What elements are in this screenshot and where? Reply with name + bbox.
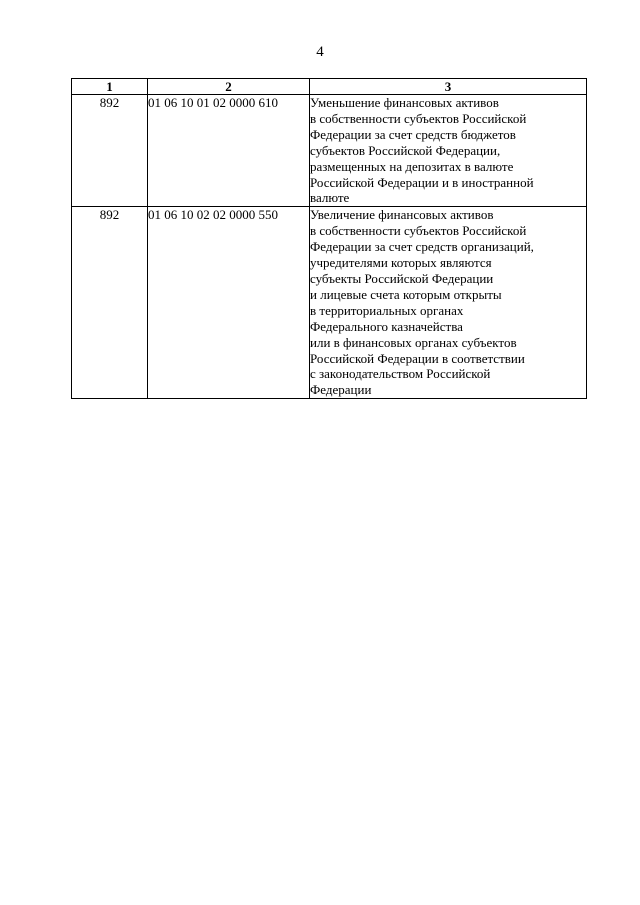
column-header-2: 2 <box>148 79 310 95</box>
description-line: Увеличение финансовых активов <box>310 207 494 223</box>
description-line: с законодательством Российской <box>310 366 491 382</box>
table-body <box>72 95 587 399</box>
description-line: Федерального казначейства <box>310 318 463 334</box>
description-line: Российской Федерации и в иностранной <box>310 174 534 190</box>
description-cell <box>310 207 587 399</box>
description-line: в собственности субъектов Российской <box>310 110 527 126</box>
classification-code-cell: 01 06 10 02 02 0000 550 <box>148 207 310 399</box>
admin-code-cell: 892 <box>72 95 148 207</box>
table-row <box>72 207 587 399</box>
description-cell <box>310 95 587 207</box>
table-row <box>72 95 587 207</box>
description-line: Федерации за счет средств бюджетов <box>310 126 516 142</box>
description-line: субъектов Российской Федерации, <box>310 142 501 158</box>
description-line: размещенных на депозитах в валюте <box>310 158 514 174</box>
description-line: или в финансовых органах субъектов <box>310 334 517 350</box>
description-line: учредителями которых являются <box>310 255 492 271</box>
page-number: 4 <box>316 44 324 60</box>
admin-code-cell: 892 <box>72 207 148 399</box>
header-row <box>72 79 587 95</box>
classification-code-cell: 01 06 10 01 02 0000 610 <box>148 95 310 207</box>
description-line: в собственности субъектов Российской <box>310 223 527 239</box>
description-line: Российской Федерации в соответствии <box>310 350 525 366</box>
table-header <box>72 79 587 95</box>
description-line: субъекты Российской Федерации <box>310 270 494 286</box>
budget-classification-table <box>71 78 587 399</box>
description-line: Уменьшение финансовых активов <box>310 95 499 110</box>
column-header-3: 3 <box>310 79 587 95</box>
description-line: Федерации <box>310 382 372 398</box>
column-header-1: 1 <box>72 79 148 95</box>
description-line: в территориальных органах <box>310 302 464 318</box>
description-line: и лицевые счета которым открыты <box>310 286 502 302</box>
description-line: Федерации за счет средств организаций, <box>310 239 534 255</box>
description-line: валюте <box>310 190 350 206</box>
